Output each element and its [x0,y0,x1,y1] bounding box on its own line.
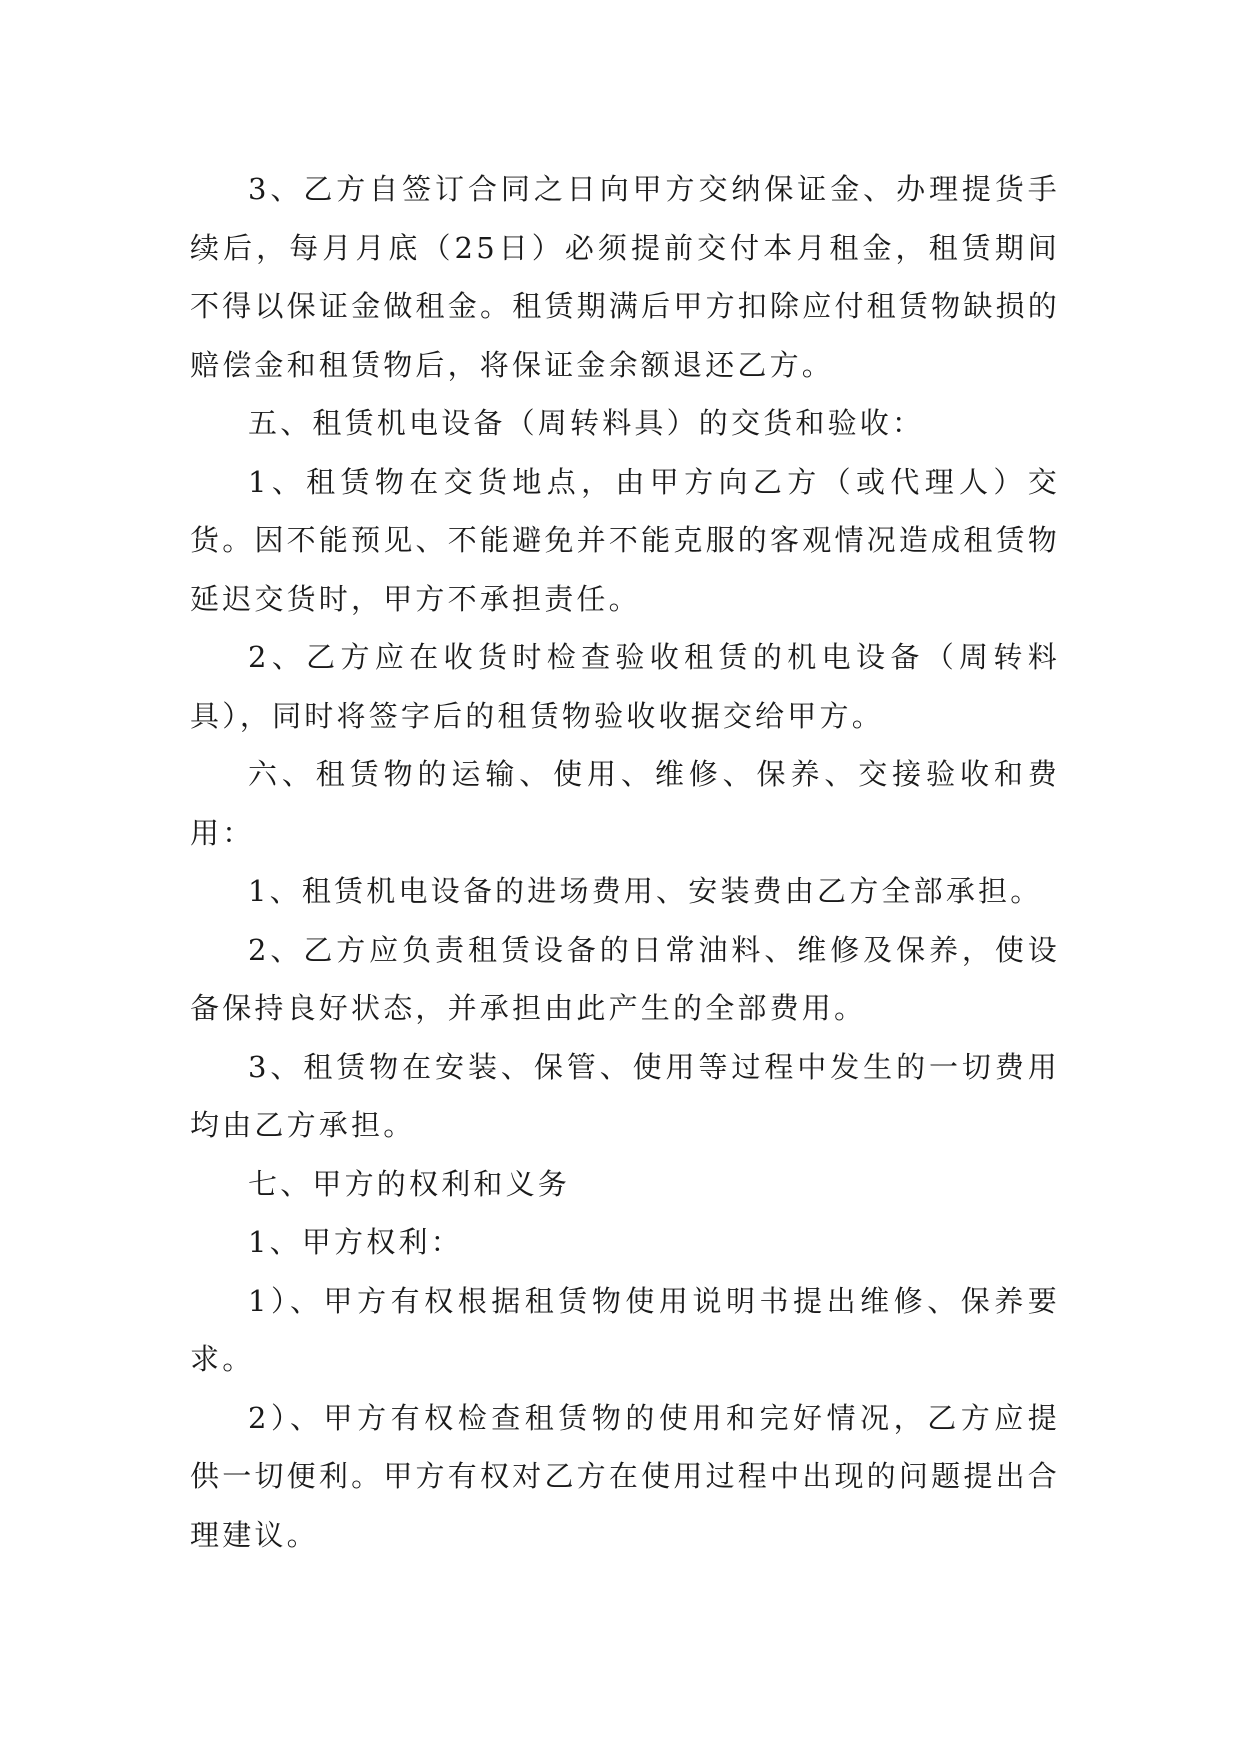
paragraph-delivery-location: 1、租赁物在交货地点，由甲方向乙方（或代理人）交货。因不能预见、不能避免并不能克服的客观情况造成租赁物延迟交货时，甲方不承担责任。 [190,464,1060,616]
heading-section-6: 六、租赁物的运输、使用、维修、保养、交接验收和费用： [190,757,1060,850]
paragraph-receipt-inspection: 2、乙方应在收货时检查验收租赁的机电设备（周转料具），同时将签字后的租赁物验收收据交给甲方。 [190,640,1060,733]
paragraph-right-maintenance-request: 1）、甲方有权根据租赁物使用说明书提出维修、保养要求。 [190,1283,1060,1376]
heading-section-7: 七、甲方的权利和义务 [248,1166,571,1201]
paragraph-daily-maintenance: 2、乙方应负责租赁设备的日常油料、维修及保养，使设备保持良好状态，并承担由此产生的全部费用。 [190,932,1060,1025]
document-body [190,160,1060,1564]
heading-party-a-rights: 1、甲方权利： [248,1225,463,1259]
paragraph-deposit-rent: 3、乙方自签订合同之日向甲方交纳保证金、办理提货手续后，每月月底（25日）必须提前交付本月租金，租赁期间不得以保证金做租金。租赁期满后甲方扣除应付租赁物缺损的赔偿金和租赁物后，将保证金余额退还乙方。 [190,172,1060,382]
paragraph-all-costs: 3、租赁物在安装、保管、使用等过程中发生的一切费用均由乙方承担。 [190,1049,1060,1142]
heading-section-5: 五、租赁机电设备（周转料具）的交货和验收： [248,406,925,440]
paragraph-right-inspection: 2）、甲方有权检查租赁物的使用和完好情况，乙方应提供一切便利。甲方有权对乙方在使用过程中出现的问题提出合理建议。 [190,1400,1060,1552]
paragraph-entry-installation-fees: 1、租赁机电设备的进场费用、安装费由乙方全部承担。 [248,874,1043,908]
